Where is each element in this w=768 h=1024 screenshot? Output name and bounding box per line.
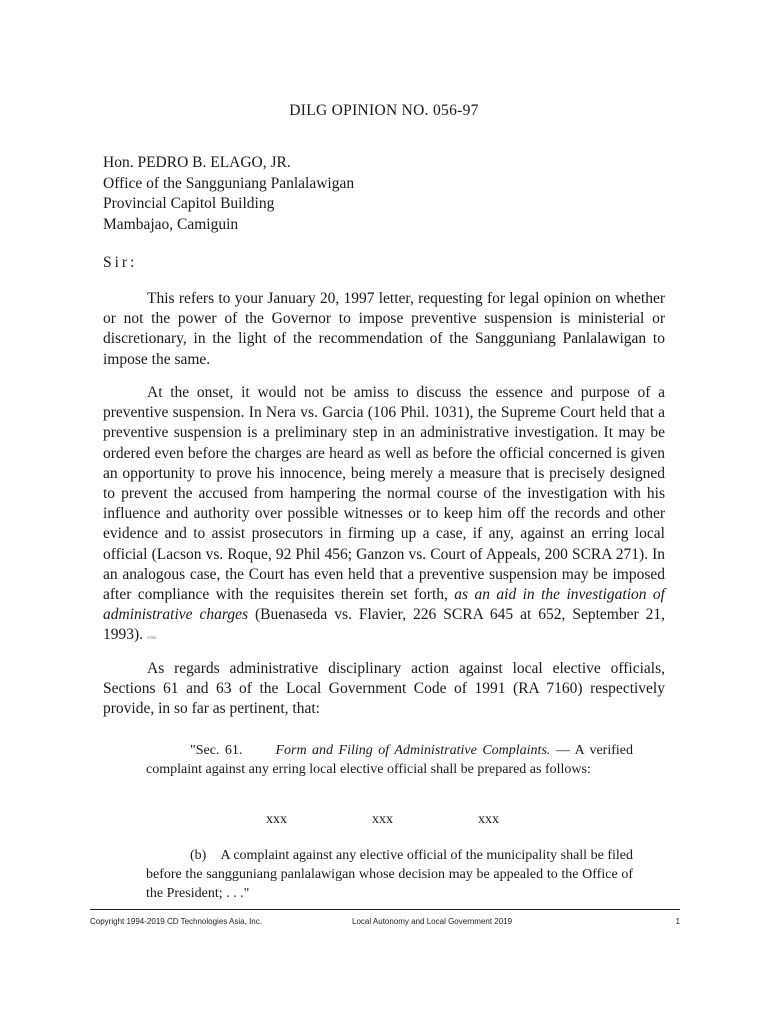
paragraph-3: As regards administrative disciplinary action against local elective officials, Sections 61 and 63 of the Local Government Code of 1991 (RA 7160) respectively provide, in so far as pertinent, that: [103, 660, 665, 718]
footer-copyright: Copyright 1994-2019 CD Technologies Asia, Inc. [90, 917, 262, 926]
addressee-building: Provincial Capitol Building [103, 195, 275, 212]
addressee-name: Hon. PEDRO B. ELAGO, JR. [103, 154, 291, 171]
omission-mark: xxx [478, 812, 499, 827]
page-footer [90, 917, 680, 929]
quoted-paragraph-b [146, 846, 633, 903]
paragraph-2-emphasis: as an aid in the investigation of administrative charges [103, 586, 665, 624]
omission-mark: xxx [372, 812, 393, 827]
section-heading: Form and Filing of Administrative Complaints. [275, 743, 551, 758]
addressee-office: Office of the Sangguniang Panlalawigan [103, 174, 355, 192]
footer-page-number: 1 [675, 917, 680, 926]
addressee-block [103, 153, 354, 235]
item-label: (b) [190, 848, 207, 863]
source-tag: cdtai [146, 636, 157, 642]
footer-divider [90, 909, 680, 910]
item-text: A complaint against any elective official of the municipality shall be filed before the sangguniang panlalawigan whose decision may be appealed to the Office of the President; . . ." [146, 848, 634, 901]
section-number: "Sec. 61. [190, 743, 243, 758]
paragraph-2-text: At the onset, it would not be amiss to discuss the essence and purpose of a preventive suspension. In Nera vs. Garcia (106 Phil. 1031), the Supreme Court held that a preventive suspension is a preliminary step in an administrative investigation. It may be ordered even before the charges are heard as well as before the official concerned is given an opportunity to prove his innocence, being merely a measure that is precisely designed to prevent the accused from hampering the normal course of the investigation with his influence and authority over possible witnesses or to keep him off the records and other evidence and to assist prosecutors in firming up a case, if any, against an erring local official (Lacson vs. Roque, 92 Phil 456; Ganzon vs. Court of Appeals, 200 SCRA 271). In an analogous case, the Court has even held that a preventive suspension may be imposed after compliance with the requisites therein set forth, [103, 384, 665, 604]
quoted-section-61 [146, 741, 633, 779]
paragraph-1: This refers to your January 20, 1997 letter, requesting for legal opinion on whether or not the power of the Governor to impose preventive suspension is ministerial or discretionary, in the light of the recommendation of the Sangguniang Panlalawigan to impose the same. [103, 290, 665, 368]
addressee-location: Mambajao, Camiguin [103, 215, 239, 233]
salutation: Sir: [103, 254, 138, 271]
footer-collection: Local Autonomy and Local Government 2019 [352, 917, 513, 926]
paragraph-2-tail: (Buenaseda vs. Flavier, 226 SCRA 645 at 652, September 21, 1993). [103, 606, 665, 644]
section-text: — A verified complaint against any erring local elective official shall be prepared as follows: [146, 743, 633, 777]
omission-mark: xxx [266, 812, 287, 827]
document-title: DILG OPINION NO. 056-97 [289, 102, 479, 119]
paragraph-2 [103, 383, 665, 650]
